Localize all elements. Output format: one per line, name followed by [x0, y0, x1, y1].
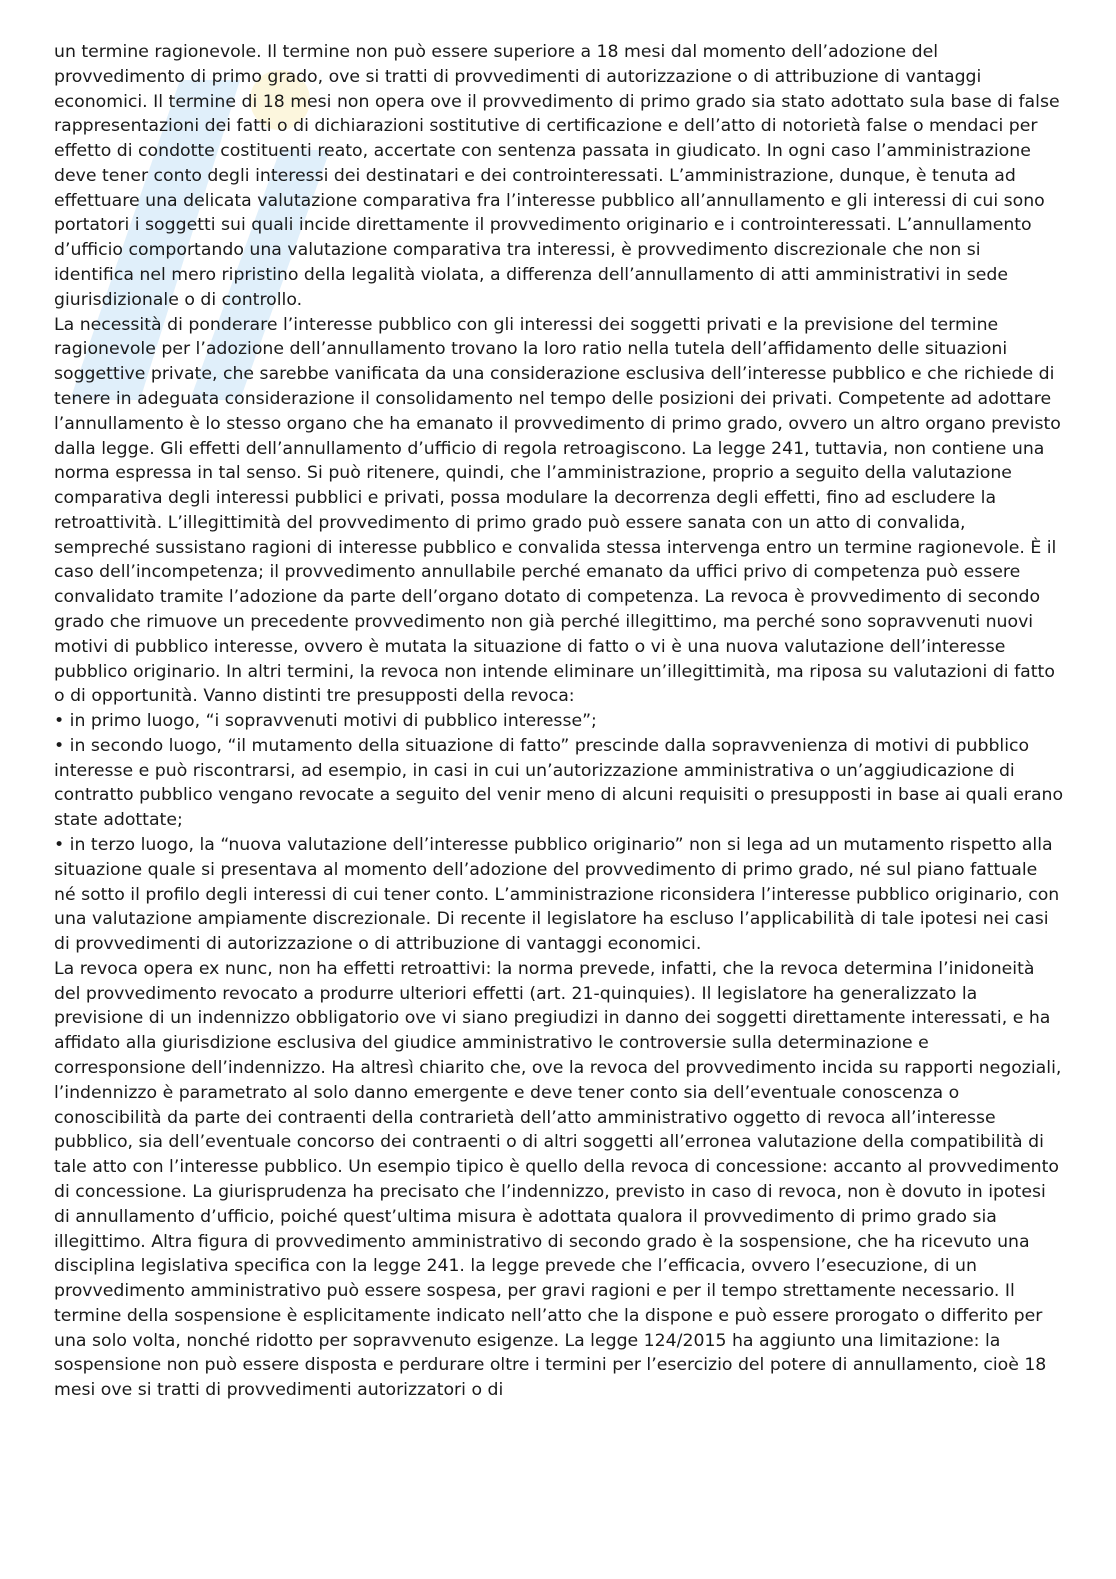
paragraph-3: La revoca opera ex nunc, non ha effetti retroattivi: la norma prevede, infatti, che la revoca determina l’inidoneità del provvedimento revocato a produrre ulteriori effetti (art. 21-quinquies). Il legislatore ha generalizzato la previsione di un indennizzo obbligatorio ove vi siano pregiudizi in danno dei soggetti direttamente interessati, e ha affidato alla giurisdizione esclusiva del giudice amministrativo le controversie sulla determinazione e corresponsione dell’indennizzo. Ha altresì chiarito che, ove la revoca del provvedimento incida su rapporti negoziali, l’indennizzo è parametrato al solo danno emergente e deve tener conto sia dell’eventuale conoscenza o conoscibilità da parte dei contraenti della contrarietà dell’atto amministrativo oggetto di revoca all’interesse pubblico, sia dell’eventuale concorso dei contraenti o di altri soggetti all’erronea valutazione della compatibilità di tale atto con l’interesse pubblico. Un esempio tipico è quello della revoca di concessione: accanto al provvedimento di concessione. La giurisprudenza ha precisato che l’indennizzo, previsto in caso di revoca, non è dovuto in ipotesi di annullamento d’ufficio, poiché quest’ultima misura è adottata qualora il provvedimento di primo grado sia illegittimo. Altra figura di provvedimento amministrativo di secondo grado è la sospensione, che ha ricevuto una disciplina legislativa specifica con la legge 241. la legge prevede che l’efficacia, ovvero l’esecuzione, di un provvedimento amministrativo può essere sospesa, per gravi ragioni e per il tempo strettamente necessario. Il termine della sospensione è esplicitamente indicato nell’atto che la dispone e può essere prorogato o differito per una solo volta, nonché ridotto per sopravvenuto esigenze. La legge 124/2015 ha aggiunto una limitazione: la sospensione non può essere disposta e perdurare oltre i termini per l’esercizio del potere di annullamento, cioè 18 mesi ove si tratti di provvedimenti autorizzatori o di — [54, 958, 1062, 1401]
bullet-item-2: • in secondo luogo, “il mutamento della situazione di fatto” prescinde dalla sopravvenienza di motivi di pubblico interesse e può riscontrarsi, ad esempio, in casi in cui un’autorizzazione amministrativa o un’aggiudicazione di contratto pubblico vengano revocate a seguito del venir meno di alcuni requisiti o presupposti in base ai quali erano state adottate; — [54, 735, 1064, 831]
bullet-item-3: • in terzo luogo, la “nuova valutazione dell’interesse pubblico originario” non si lega ad un mutamento rispetto alla situazione quale si presentava al momento dell’adozione del provvedimento di primo grado, né sul piano fattuale né sotto il profilo degli interessi di cui tener conto. L’amministrazione riconsidera l’interesse pubblico originario, con una valutazione ampiamente discrezionale. Di recente il legislatore ha escluso l’applicabilità di tale ipotesi nei casi di provvedimenti di autorizzazione o di attribuzione di vantaggi economici. — [54, 835, 1060, 955]
document-body — [54, 40, 1064, 1403]
bullet-item-1: • in primo luogo, “i sopravvenuti motivi di pubblico interesse”; — [54, 711, 597, 732]
paragraph-2: La necessità di ponderare l’interesse pubblico con gli interessi dei soggetti privati e la previsione del termine ragionevole per l’adozione dell’annullamento trovano la loro ratio nella tutela dell’affidamento delle situazioni soggettive private, che sarebbe vanificata da una considerazione esclusiva dell’interesse pubblico e che richiede di tenere in adeguata considerazione il consolidamento nel tempo delle posizioni dei privati. Competente ad adottare l’annullamento è lo stesso organo che ha emanato il provvedimento di primo grado, ovvero un altro organo previsto dalla legge. Gli effetti dell’annullamento d’ufficio di regola retroagiscono. La legge 241, tuttavia, non contiene una norma espressa in tal senso. Si può ritenere, quindi, che l’amministrazione, proprio a seguito della valutazione comparativa degli interessi pubblici e privati, possa modulare la decorrenza degli effetti, fino ad escludere la retroattività. L’illegittimità del provvedimento di primo grado può essere sanata con un atto di convalida, sempreché sussistano ragioni di interesse pubblico e convalida stessa intervenga entro un termine ragionevole. È il caso dell’incompetenza; il provvedimento annullabile perché emanato da uffici privo di competenza può essere convalidato tramite l’adozione da parte dell’organo dotato di competenza. La revoca è provvedimento di secondo grado che rimuove un precedente provvedimento non già perché illegittimo, ma perché sono sopravvenuti nuovi motivi di pubblico interesse, ovvero è mutata la situazione di fatto o vi è una nuova valutazione dell’interesse pubblico originario. In altri termini, la revoca non intende eliminare un’illegittimità, ma riposa su valutazioni di fatto o di opportunità. Vanno distinti tre presupposti della revoca: — [54, 314, 1061, 707]
paragraph-1: un termine ragionevole. Il termine non può essere superiore a 18 mesi dal momento dell’adozione del provvedimento di primo grado, ove si tratti di provvedimenti di autorizzazione o di attribuzione di vantaggi economici. Il termine di 18 mesi non opera ove il provvedimento di primo grado sia stato adottato sula base di false rappresentazioni dei fatti o di dichiarazioni sostitutive di certificazione e dell’atto di notorietà false o mendaci per effetto di condotte costituenti reato, accertate con sentenza passata in giudicato. In ogni caso l’amministrazione deve tener conto degli interessi dei destinatari e dei controinteressati. L’amministrazione, dunque, è tenuta ad effettuare una delicata valutazione comparativa fra l’interesse pubblico all’annullamento e gli interessi di cui sono portatori i soggetti sui quali incide direttamente il provvedimento originario e i controinteressati. L’annullamento d’ufficio comportando una valutazione comparativa tra interessi, è provvedimento discrezionale che non si identifica nel mero ripristino della legalità violata, a differenza dell’annullamento di atti amministrativi in sede giurisdizionale o di controllo. — [54, 42, 1060, 310]
